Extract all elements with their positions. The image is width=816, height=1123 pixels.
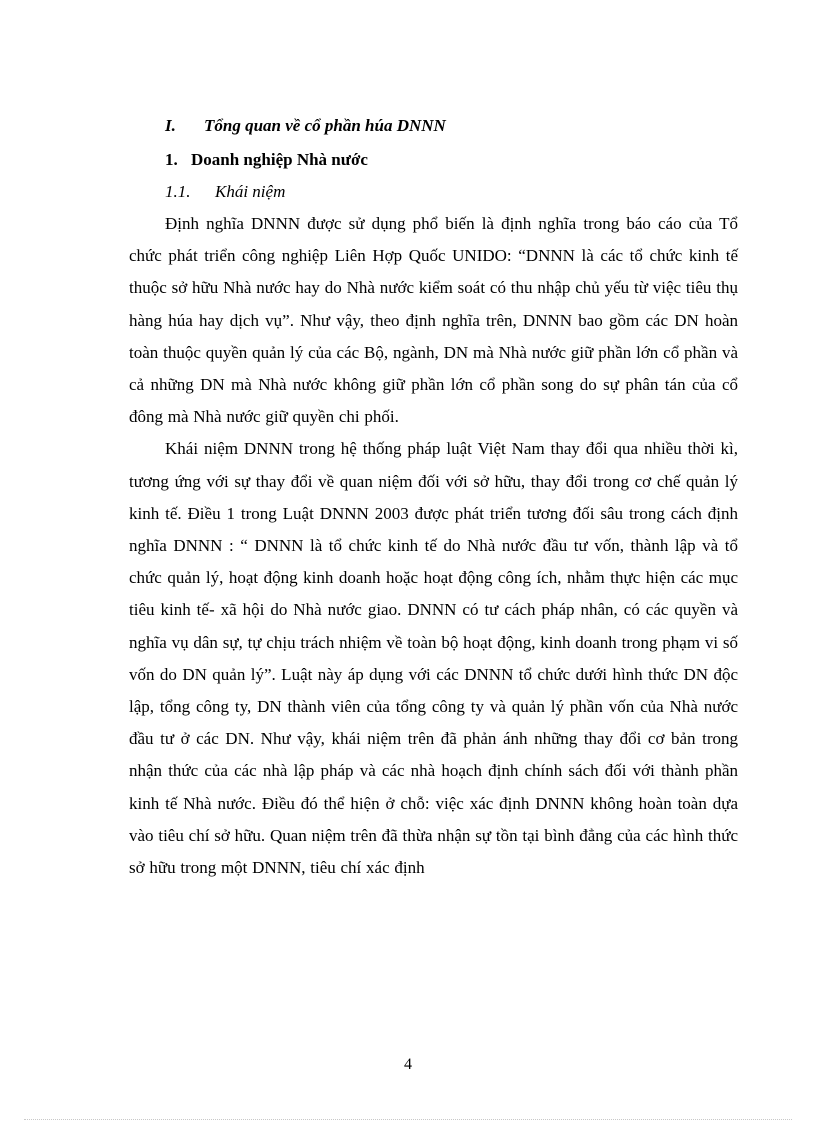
subsection-title: Doanh nghiệp Nhà nước <box>191 150 368 169</box>
page-content <box>129 108 738 884</box>
subsubsection-title: Khái niệm <box>215 182 286 201</box>
subsubsection-heading <box>129 176 738 208</box>
body-paragraph: Định nghĩa DNNN được sử dụng phổ biến là định nghĩa trong báo cáo của Tổ chức phát triển công nghiệp Liên Hợp Quốc UNIDO: “DNNN là các tổ chức kinh tế thuộc sở hữu Nhà nước hay do Nhà nước kiểm soát có thu nhập chủ yếu từ việc tiêu thụ hàng húa hay dịch vụ”. Như vậy, theo định nghĩa trên, DNNN bao gồm các DN hoàn toàn thuộc quyền quản lý của các Bộ, ngành, DN mà Nhà nước giữ phần lớn cổ phần và cả những DN mà Nhà nước không giữ phần lớn cổ phần song do sự phân tán của cổ đông mà Nhà nước giữ quyền chi phối. <box>129 214 738 427</box>
section-heading <box>129 108 738 144</box>
body-paragraph: Khái niệm DNNN trong hệ thống pháp luật Việt Nam thay đổi qua nhiều thời kì, tương ứng với sự thay đổi về quan niệm đối với sở hữu, thay đổi trong cơ chế quản lý kinh tế. Điều 1 trong Luật DNNN 2003 được phát triển tương đối sâu trong cách định nghĩa DNNN : “ DNNN là tổ chức kinh tế do Nhà nước đầu tư vốn, thành lập và tổ chức quản lý, hoạt động kinh doanh hoặc hoạt động công ích, nhằm thực hiện các mục tiêu kinh tế- xã hội do Nhà nước giao. DNNN có tư cách pháp nhân, có các quyền và nghĩa vụ dân sự, tự chịu trách nhiệm về toàn bộ hoạt động, kinh doanh trong phạm vi số vốn do DN quản lý”. Luật này áp dụng với các DNNN tổ chức dưới hình thức DN độc lập, tổng công ty, DN thành viên của tổng công ty và quản lý phần vốn của Nhà nước đầu tư ở các DN. Như vậy, khái niệm trên đã phản ánh những thay đổi cơ bản trong nhận thức của các nhà lập pháp và các nhà hoạch định chính sách đối với thành phần kinh tế Nhà nước. Điều đó thể hiện ở chỗ: việc xác định DNNN không hoàn toàn dựa vào tiêu chí sở hữu. Quan niệm trên đã thừa nhận sự tồn tại bình đẳng của các hình thức sở hữu trong một DNNN, tiêu chí xác định <box>129 439 738 878</box>
section-number: I. <box>165 116 176 135</box>
subsection-heading <box>129 144 738 176</box>
section-title: Tổng quan về cổ phần húa DNNN <box>204 116 446 135</box>
subsubsection-number: 1.1. <box>165 182 191 201</box>
page-edge-divider <box>24 1119 792 1120</box>
subsection-number: 1. <box>165 150 178 169</box>
page-number: 4 <box>404 1056 412 1073</box>
